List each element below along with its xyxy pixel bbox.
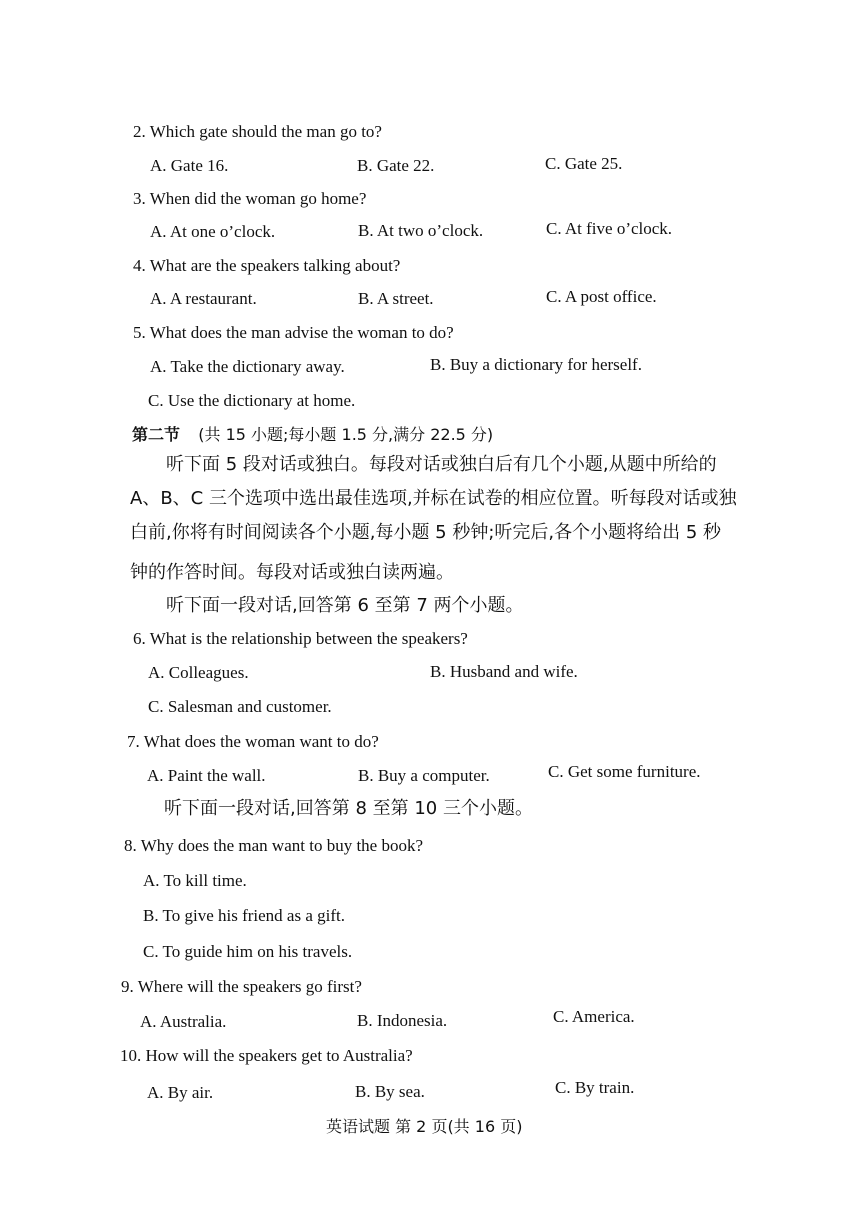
question-8-option-c: C. To guide him on his travels. — [143, 942, 353, 961]
question-7-option-c: C. Get some furniture. — [548, 762, 701, 781]
prompt-q6-q7: 听下面一段对话,回答第 6 至第 7 两个小题。 — [166, 595, 524, 616]
question-3-option-a: A. At one o’clock. — [150, 222, 276, 241]
question-4-option-b: B. A street. — [358, 289, 434, 308]
question-4-stem: 4. What are the speakers talking about? — [133, 256, 401, 275]
question-10-option-a: A. By air. — [147, 1083, 214, 1102]
question-5-option-a: A. Take the dictionary away. — [150, 357, 345, 376]
question-5-option-c: C. Use the dictionary at home. — [148, 391, 356, 410]
question-9-option-a: A. Australia. — [140, 1012, 227, 1031]
question-8-stem: 8. Why does the man want to buy the book? — [124, 836, 424, 855]
section-heading — [132, 424, 493, 446]
question-3-stem: 3. When did the woman go home? — [133, 189, 367, 208]
question-8-option-b: B. To give his friend as a gift. — [143, 906, 345, 925]
question-10-stem: 10. How will the speakers get to Australia? — [120, 1046, 413, 1065]
instructions-line-3: 白前,你将有时间阅读各个小题,每小题 5 秒钟;听完后,各个小题将给出 5 秒 — [130, 522, 722, 543]
question-2-option-b: B. Gate 22. — [357, 156, 435, 175]
question-7-stem: 7. What does the woman want to do? — [127, 732, 379, 751]
question-10-option-c: C. By train. — [555, 1078, 635, 1097]
question-5-option-b: B. Buy a dictionary for herself. — [430, 355, 642, 374]
question-3-option-c: C. At five o’clock. — [546, 219, 673, 238]
question-5-stem: 5. What does the man advise the woman to do? — [133, 323, 454, 342]
question-8-option-a: A. To kill time. — [143, 871, 247, 890]
question-9-stem: 9. Where will the speakers go first? — [121, 977, 362, 996]
page-footer: 英语试题 第 2 页(共 16 页) — [326, 1117, 523, 1136]
question-6-option-b: B. Husband and wife. — [430, 662, 578, 681]
section-note: (共 15 小题;每小题 1.5 分,满分 22.5 分) — [198, 425, 494, 444]
question-6-option-c: C. Salesman and customer. — [148, 697, 332, 716]
question-6-stem: 6. What is the relationship between the speakers? — [133, 629, 468, 648]
question-9-option-b: B. Indonesia. — [357, 1011, 448, 1030]
question-2-option-c: C. Gate 25. — [545, 154, 623, 173]
question-2-option-a: A. Gate 16. — [150, 156, 229, 175]
question-2-stem: 2. Which gate should the man go to? — [133, 122, 382, 141]
instructions-line-1: 听下面 5 段对话或独白。每段对话或独白后有几个小题,从题中所给的 — [166, 454, 717, 475]
section-title: 第二节 — [132, 425, 181, 444]
question-7-option-b: B. Buy a computer. — [358, 766, 490, 785]
question-4-option-a: A. A restaurant. — [150, 289, 257, 308]
question-4-option-c: C. A post office. — [546, 287, 657, 306]
prompt-q8-q10: 听下面一段对话,回答第 8 至第 10 三个小题。 — [164, 798, 533, 819]
question-7-option-a: A. Paint the wall. — [147, 766, 266, 785]
question-10-option-b: B. By sea. — [355, 1082, 425, 1101]
question-3-option-b: B. At two o’clock. — [358, 221, 484, 240]
question-6-option-a: A. Colleagues. — [148, 663, 249, 682]
question-9-option-c: C. America. — [553, 1007, 635, 1026]
instructions-line-4: 钟的作答时间。每段对话或独白读两遍。 — [130, 562, 454, 583]
instructions-line-2: A、B、C 三个选项中选出最佳选项,并标在试卷的相应位置。听每段对话或独 — [130, 488, 737, 509]
